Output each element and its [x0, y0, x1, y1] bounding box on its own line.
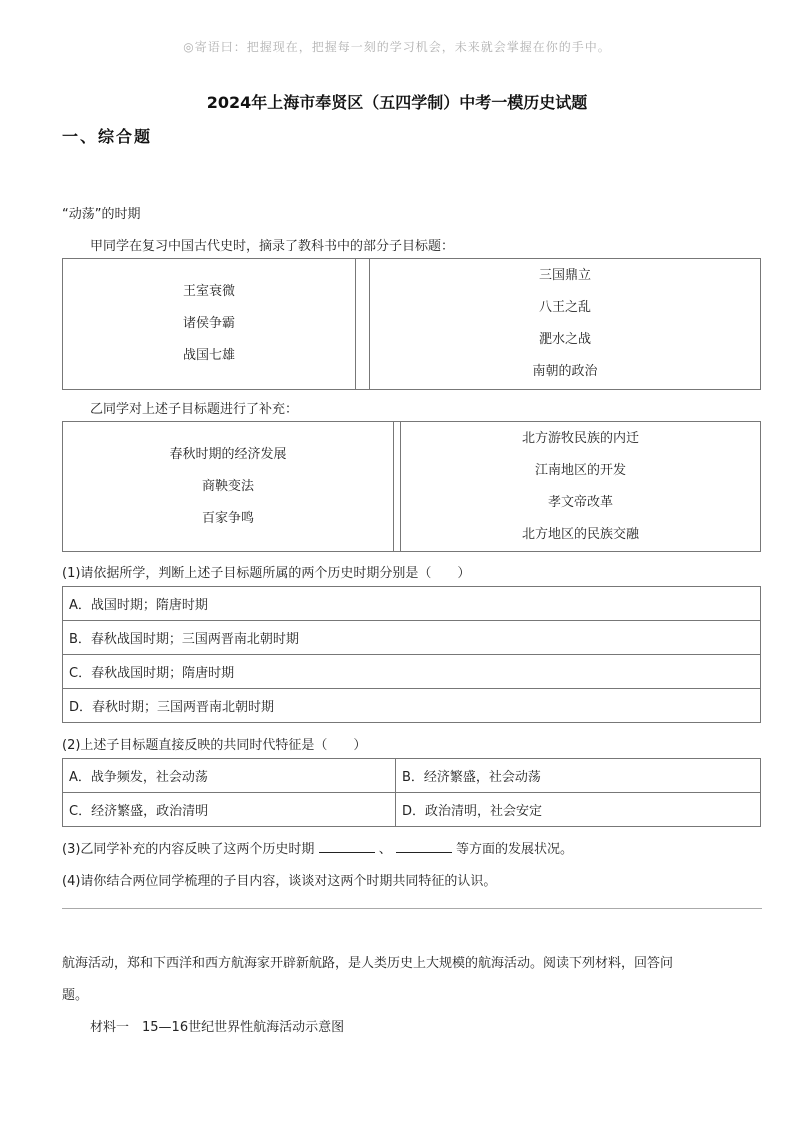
table-a-right-item: 三国鼎立 — [538, 268, 591, 283]
subquestion-3-part2: 等方面的发展状况。 — [456, 842, 574, 857]
q2-intro-line-1: 航海活动，郑和下西洋和西方航海家开辟新航路，是人类历史上大规模的航海活动。阅读下列材料，回答问 — [62, 956, 674, 971]
option-d[interactable]: D．政治清明，社会安定 — [396, 793, 761, 827]
subquestion-3-part1: (3)乙同学补充的内容反映了这两个历史时期 — [62, 842, 315, 857]
table-a-right-item: 八王之乱 — [538, 300, 591, 315]
answer-blank-1[interactable] — [319, 840, 375, 853]
subquestion-1-options — [62, 586, 761, 723]
table-b-left-item: 商鞅变法 — [201, 478, 254, 494]
option-c[interactable]: C．经济繁盛，政治清明 — [63, 793, 396, 827]
answer-blank-2[interactable] — [396, 840, 452, 853]
subtitle-table-a — [62, 258, 761, 390]
material-1-caption: 材料一 15—16世纪世界性航海活动示意图 — [90, 1020, 345, 1035]
table-b-left-column — [63, 422, 394, 551]
table-a-right-column — [370, 259, 760, 389]
subtitle-table-b — [62, 421, 761, 552]
option-b[interactable]: B．春秋战国时期；三国两晋南北朝时期 — [63, 621, 761, 655]
option-a[interactable]: A．战争频发，社会动荡 — [63, 759, 396, 793]
page-title: 2024年上海市奉贤区（五四学制）中考一模历史试题 — [206, 93, 588, 112]
table-b-right-item: 北方地区的民族交融 — [521, 526, 639, 542]
question-theme: “动荡”的时期 — [62, 207, 141, 222]
subquestion-3-sep: 、 — [378, 842, 392, 857]
option-b[interactable]: B．经济繁盛，社会动荡 — [396, 759, 761, 793]
table-b-right-item: 孝文帝改革 — [547, 494, 613, 510]
intro-student-a: 甲同学在复习中国古代史时，摘录了教科书中的部分子目标题： — [90, 239, 455, 254]
table-a-gap — [355, 259, 370, 389]
intro-student-b: 乙同学对上述子目标题进行了补充： — [90, 402, 299, 417]
table-a-left-item: 王室衰微 — [182, 284, 235, 299]
table-b-left-item: 春秋时期的经济发展 — [169, 446, 287, 462]
question-divider — [62, 908, 762, 909]
q2-intro-line-2: 题。 — [62, 988, 89, 1003]
option-c[interactable]: C．春秋战国时期；隋唐时期 — [63, 655, 761, 689]
subquestion-2-stem: (2)上述子目标题直接反映的共同时代特征是（ ） — [62, 738, 367, 753]
table-b-gap — [393, 422, 401, 551]
table-b-right-item: 北方游牧民族的内迁 — [521, 430, 639, 446]
option-a[interactable]: A．战国时期；隋唐时期 — [63, 587, 761, 621]
option-d[interactable]: D．春秋时期；三国两晋南北朝时期 — [63, 689, 761, 723]
subquestion-3 — [62, 838, 573, 857]
table-a-left-item: 诸侯争霸 — [182, 316, 235, 331]
subquestion-1-stem: (1)请依据所学，判断上述子目标题所属的两个历史时期分别是（ ） — [62, 566, 471, 581]
table-b-right-item: 江南地区的开发 — [534, 462, 626, 478]
table-b-left-item: 百家争鸣 — [201, 510, 254, 526]
section-heading: 一、综合题 — [62, 127, 153, 146]
table-a-left-item: 战国七雄 — [182, 348, 235, 363]
table-a-left-column — [63, 259, 356, 389]
subquestion-4: (4)请你结合两位同学梳理的子目内容，谈谈对这两个时期共同特征的认识。 — [62, 874, 497, 889]
motto-banner: ◎寄语曰：把握现在，把握每一刻的学习机会，未来就会掌握在你的手中。 — [183, 40, 611, 54]
table-a-right-item: 南朝的政治 — [532, 364, 598, 379]
table-a-right-item: 淝水之战 — [538, 332, 591, 347]
subquestion-2-options — [62, 758, 761, 827]
table-b-right-column — [401, 422, 760, 551]
